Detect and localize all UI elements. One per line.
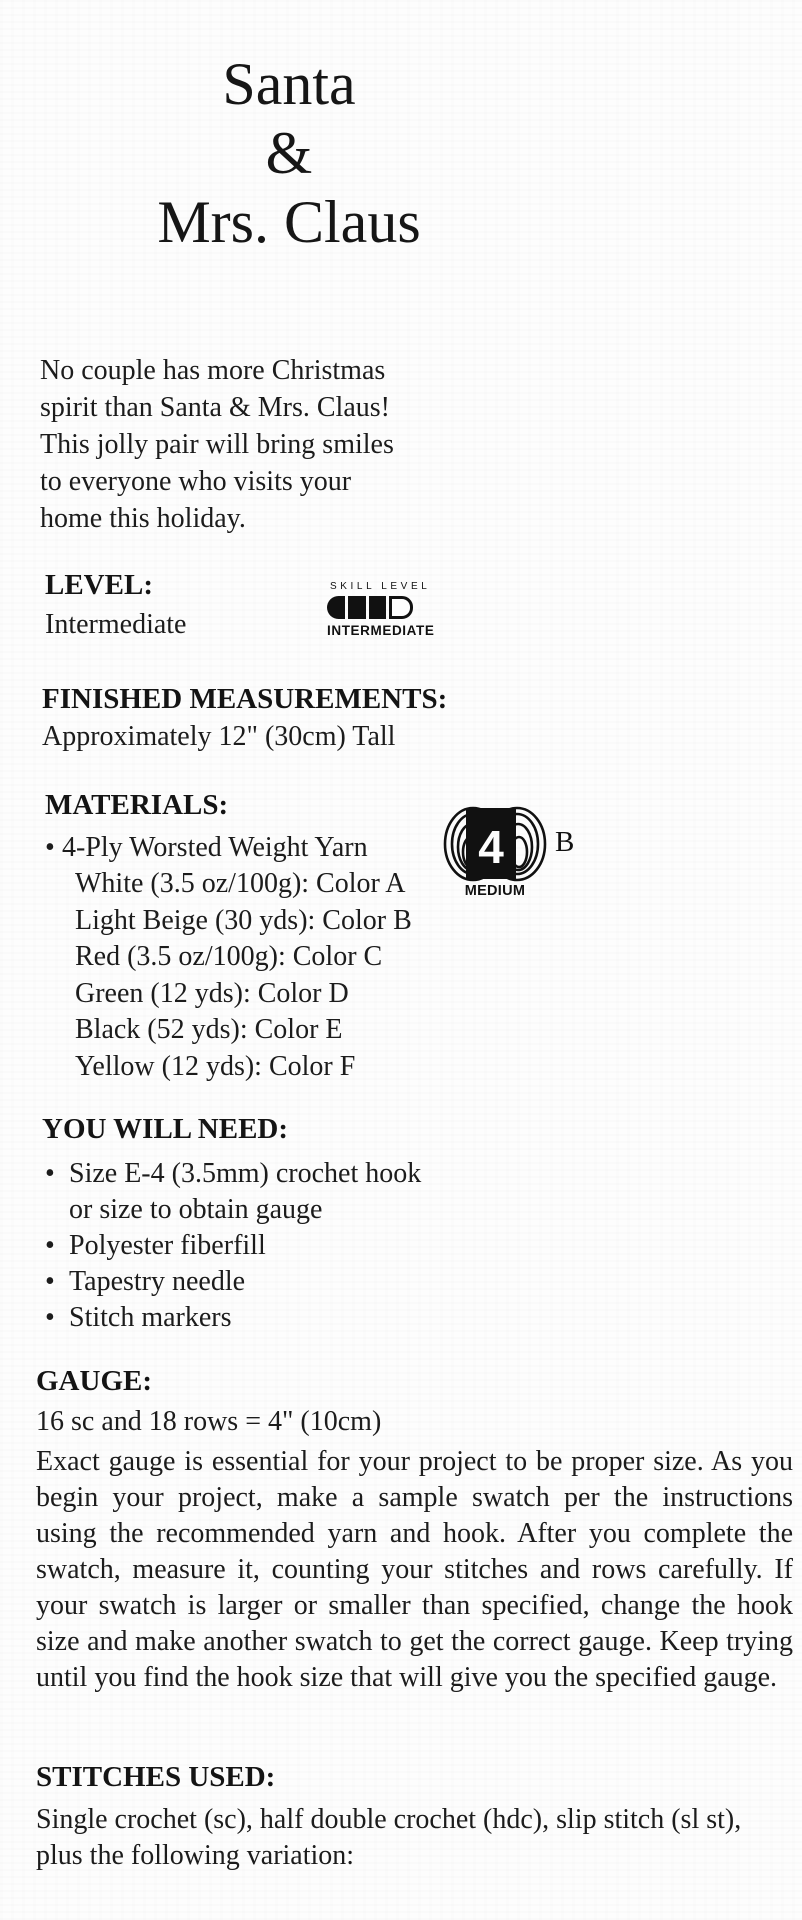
you-will-need-heading: YOU WILL NEED: [42,1113,289,1145]
skill-level-badge [327,581,449,638]
stitches-used-heading: STITCHES USED: [36,1761,276,1793]
yarn-skein-icon [443,806,547,882]
gauge-description: Exact gauge is essential for your project to be proper size. As you begin your project, make a sample swatch per the instructions using the recommended yarn and hook. After you complete the swatch, measure it, counting your stitches and rows carefully. If your swatch is larger or smaller than specified, change the hook size and make another swatch to get the correct gauge. Keep trying until you find the hook size that will give you the specified gauge. [36,1446,793,1693]
yarn-weight-number: 4 [478,821,504,873]
yarn-color-b: Light Beige (30 yds): Color B [75,904,412,936]
need-item-hook: • Size E-4 (3.5mm) crochet hook or size to obtain gauge [42,1156,424,1228]
skill-level-caption: SKILL LEVEL [330,581,431,592]
title-line-3: Mrs. Claus [157,189,421,255]
stitches-used-body: Single crochet (sc), half double crochet (hdc), slip stitch (sl st), plus the following variation: [36,1804,742,1871]
yarn-weight-badge [443,806,583,899]
gauge-spec: 16 sc and 18 rows = 4" (10cm) [36,1406,382,1437]
yarn-color-d: Green (12 yds): Color D [75,977,349,1009]
skill-segment-empty-4 [389,596,413,619]
intro-paragraph: No couple has more Christmas spirit than Santa & Mrs. Claus! This jolly pair will bring smiles to everyone who visits your home this holiday. [40,355,394,534]
gauge-heading: GAUGE: [36,1365,152,1397]
materials-heading: MATERIALS: [45,789,229,821]
you-will-need-list [42,1156,424,1336]
yarn-color-a: White (3.5 oz/100g): Color A [75,868,406,899]
need-item-markers: • Stitch markers [42,1300,424,1336]
level-heading: LEVEL: [45,569,153,601]
skill-segment-filled-1 [327,596,345,619]
level-value: Intermediate [45,609,187,640]
yarn-color-c: Red (3.5 oz/100g): Color C [75,941,383,972]
yarn-weight-name: MEDIUM [464,883,526,899]
stitches-used-section [36,1760,793,1874]
skill-segment-filled-3 [369,596,387,619]
gauge-section [36,1364,793,1696]
yarn-badge-side-label: B [555,826,575,858]
yarn-color-e: Black (52 yds): Color E [75,1014,343,1045]
finished-measurements-value: Approximately 12" (30cm) Tall [42,721,396,752]
skill-level-icon [327,596,413,619]
skill-segment-filled-2 [348,596,366,619]
finished-measurements-section [42,682,447,754]
level-section [45,568,186,642]
finished-measurements-heading: FINISHED MEASUREMENTS: [42,683,448,715]
yarn-color-f: Yellow (12 yds): Color F [75,1050,356,1082]
need-item-fiberfill: • Polyester fiberfill [42,1228,424,1264]
materials-bullet-item: • 4-Ply Worsted Weight Yarn [45,830,445,866]
you-will-need-section [42,1112,424,1336]
need-item-needle: • Tapestry needle [42,1264,424,1300]
pattern-title [0,50,578,257]
title-line-1: Santa [222,51,356,117]
materials-section [45,788,445,1085]
title-line-2: & [265,120,313,186]
skill-level-name: INTERMEDIATE [327,623,435,638]
